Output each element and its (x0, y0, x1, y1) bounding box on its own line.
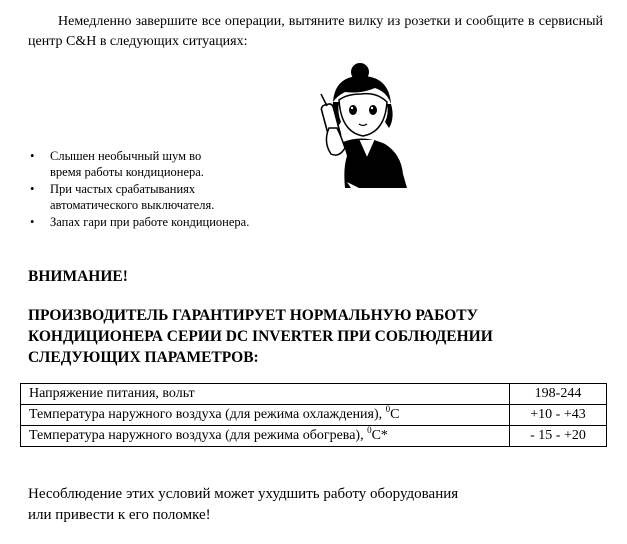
list-item: • Слышен необычный шум во время работы кондиционера. (30, 149, 204, 179)
param-label: Температура наружного воздуха (для режима охлаждения), $^0$С (21, 405, 510, 426)
symptom-list (28, 148, 249, 231)
woman-on-phone-illustration (315, 62, 415, 190)
table-row (21, 405, 607, 426)
parameters-table (20, 383, 607, 447)
list-item: • Запах гари при работе кондиционера. (30, 215, 250, 229)
table-row (21, 426, 607, 447)
bullet-icon: • (30, 215, 35, 229)
param-value: +10 - +43 (510, 405, 607, 426)
table-row (21, 384, 607, 405)
footer-note: Несоблюдение этих условий может ухудшить работу оборудования или привести к его поломке! (28, 486, 459, 523)
list-item: • При частых срабатываниях автоматического выключателя. (30, 182, 215, 212)
param-label: Напряжение питания, вольт (21, 384, 510, 405)
param-value: 198-244 (510, 384, 607, 405)
guarantee-heading: ПРОИЗВОДИТЕЛЬ ГАРАНТИРУЕТ НОРМАЛЬНУЮ РАБОТУ КОНДИЦИОНЕРА СЕРИИ DC INVERTER ПРИ СОБЛЮДЕНИИ СЛЕДУЮЩИХ ПАРАМЕТРОВ: (28, 307, 493, 366)
param-value: - 15 - +20 (510, 426, 607, 447)
param-label: Температура наружного воздуха (для режима обогрева), $^0$С* (21, 426, 510, 447)
warning-title: ВНИМАНИЕ! (28, 268, 128, 285)
bullet-icon: • (30, 149, 35, 163)
intro-paragraph: Немедленно завершите все операции, вытяните вилку из розетки и сообщите в сервисный центр С&H в следующих ситуациях: (28, 14, 603, 49)
bullet-icon: • (30, 182, 35, 196)
